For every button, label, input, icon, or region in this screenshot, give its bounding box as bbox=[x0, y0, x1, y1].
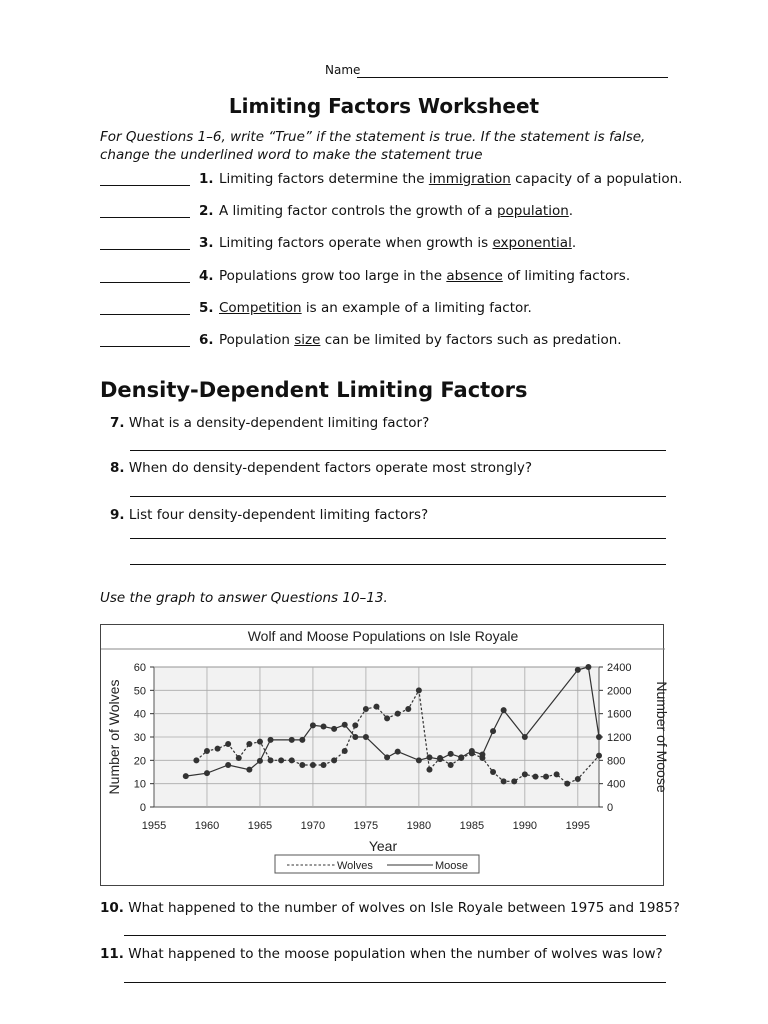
answer-line-9b[interactable] bbox=[130, 564, 666, 565]
answer-blank[interactable] bbox=[100, 217, 190, 218]
name-field[interactable] bbox=[357, 77, 668, 78]
answer-blank[interactable] bbox=[100, 249, 190, 250]
legend-moose-label: Moose bbox=[435, 860, 469, 872]
question-text bbox=[219, 171, 682, 187]
moose-data-point bbox=[299, 737, 305, 743]
wolves-data-point bbox=[501, 778, 507, 784]
y-axis-label-right: Number of Moose bbox=[654, 681, 670, 793]
population-chart bbox=[100, 624, 670, 886]
wolves-data-point bbox=[204, 748, 210, 754]
moose-data-point bbox=[426, 754, 432, 760]
wolves-data-point bbox=[511, 778, 517, 784]
x-tick-label: 1960 bbox=[194, 820, 220, 832]
question-text: When do density-dependent factors operate most strongly? bbox=[128, 460, 533, 476]
question-7 bbox=[110, 415, 429, 431]
chart-title: Wolf and Moose Populations on Isle Royale bbox=[247, 628, 519, 644]
wolves-data-point bbox=[490, 769, 496, 775]
moose-data-point bbox=[458, 754, 464, 760]
moose-data-point bbox=[437, 756, 443, 762]
text-before: Limiting factors operate when growth is bbox=[219, 235, 493, 251]
moose-data-point bbox=[289, 737, 295, 743]
question-text: List four density-dependent limiting factors? bbox=[128, 507, 429, 523]
moose-data-point bbox=[183, 773, 189, 779]
y-left-tick-label: 20 bbox=[133, 755, 146, 768]
wolves-data-point bbox=[596, 753, 602, 759]
answer-line-7[interactable] bbox=[130, 450, 666, 451]
wolves-data-point bbox=[532, 774, 538, 780]
wolves-data-point bbox=[268, 757, 274, 763]
underlined-word: population bbox=[496, 203, 569, 219]
wolves-data-point bbox=[321, 762, 327, 768]
answer-blank[interactable] bbox=[100, 282, 190, 283]
moose-data-point bbox=[321, 724, 327, 730]
question-number: 9. bbox=[110, 507, 125, 523]
wolves-data-point bbox=[331, 757, 337, 763]
y-right-tick-label: 1600 bbox=[607, 708, 632, 721]
chart-svg bbox=[101, 625, 670, 887]
moose-data-point bbox=[246, 767, 252, 773]
x-tick-label: 1985 bbox=[459, 820, 485, 832]
answer-line-9a[interactable] bbox=[130, 538, 666, 539]
moose-data-point bbox=[448, 751, 454, 757]
x-tick-label: 1990 bbox=[512, 820, 538, 832]
x-tick-label: 1965 bbox=[247, 820, 273, 832]
question-text: What happened to the moose population when the number of wolves was low? bbox=[128, 946, 663, 962]
wolves-data-point bbox=[246, 741, 252, 747]
question-number: 10. bbox=[100, 900, 124, 916]
wolves-data-point bbox=[575, 776, 581, 782]
legend-wolves-label: Wolves bbox=[337, 860, 373, 872]
text-before: Limiting factors determine the bbox=[219, 171, 429, 187]
question-text bbox=[219, 268, 630, 284]
moose-data-point bbox=[522, 734, 528, 740]
name-label: Name bbox=[325, 63, 361, 77]
section-heading: Density-Dependent Limiting Factors bbox=[100, 378, 528, 402]
moose-data-point bbox=[204, 770, 210, 776]
answer-line-11[interactable] bbox=[124, 982, 666, 983]
wolves-data-point bbox=[352, 722, 358, 728]
question-number: 11. bbox=[100, 946, 124, 962]
question-number: 4. bbox=[199, 268, 214, 284]
x-tick-label: 1995 bbox=[565, 820, 591, 832]
text-before: Population bbox=[219, 332, 295, 348]
moose-data-point bbox=[416, 757, 422, 763]
text-after: is an example of a limiting factor. bbox=[301, 300, 532, 316]
answer-line-10[interactable] bbox=[124, 935, 666, 936]
wolves-data-point bbox=[299, 762, 305, 768]
text-after: capacity of a population. bbox=[510, 171, 683, 187]
text-after: . bbox=[571, 235, 577, 251]
moose-data-point bbox=[342, 722, 348, 728]
wolves-data-point bbox=[554, 771, 560, 777]
moose-data-point bbox=[352, 734, 358, 740]
moose-data-point bbox=[331, 726, 337, 732]
y-axis-label-left: Number of Wolves bbox=[106, 679, 122, 795]
answer-line-8[interactable] bbox=[130, 496, 666, 497]
wolves-data-point bbox=[448, 762, 454, 768]
question-text bbox=[219, 235, 576, 251]
moose-data-point bbox=[585, 664, 591, 670]
underlined-word: exponential bbox=[492, 235, 572, 251]
question-number: 3. bbox=[199, 235, 214, 251]
question-number: 8. bbox=[110, 460, 125, 476]
wolves-data-point bbox=[416, 687, 422, 693]
question-number: 5. bbox=[199, 300, 214, 316]
question-number: 7. bbox=[110, 415, 125, 431]
question-number: 2. bbox=[199, 203, 214, 219]
answer-blank[interactable] bbox=[100, 185, 190, 186]
y-left-tick-label: 50 bbox=[133, 685, 146, 698]
text-after: . bbox=[568, 203, 574, 219]
y-right-tick-label: 2400 bbox=[607, 662, 632, 674]
y-right-tick-label: 400 bbox=[607, 778, 626, 791]
y-right-tick-label: 2000 bbox=[607, 685, 632, 698]
x-tick-label: 1980 bbox=[406, 820, 432, 832]
wolves-data-point bbox=[236, 755, 242, 761]
underlined-word: size bbox=[294, 332, 321, 348]
wolves-data-point bbox=[225, 741, 231, 747]
answer-blank[interactable] bbox=[100, 314, 190, 315]
moose-data-point bbox=[575, 667, 581, 673]
moose-data-point bbox=[310, 722, 316, 728]
wolves-data-point bbox=[395, 711, 401, 717]
wolves-data-point bbox=[426, 767, 432, 773]
question-8 bbox=[110, 460, 532, 476]
underlined-word: Competition bbox=[219, 300, 302, 316]
y-left-tick-label: 0 bbox=[139, 802, 146, 814]
question-text: What happened to the number of wolves on Isle Royale between 1975 and 1985? bbox=[128, 900, 680, 916]
wolves-data-point bbox=[278, 757, 284, 763]
y-left-tick-label: 10 bbox=[133, 778, 146, 791]
moose-data-point bbox=[596, 734, 602, 740]
moose-data-point bbox=[501, 707, 507, 713]
moose-data-point bbox=[363, 734, 369, 740]
question-text: What is a density-dependent limiting factor? bbox=[128, 415, 430, 431]
y-right-tick-label: 0 bbox=[607, 802, 614, 814]
x-axis-label: Year bbox=[368, 838, 398, 854]
wolves-data-point bbox=[543, 774, 549, 780]
graph-instructions: Use the graph to answer Questions 10–13. bbox=[100, 590, 388, 606]
question-text bbox=[219, 300, 532, 316]
wolves-data-point bbox=[193, 757, 199, 763]
wolves-data-point bbox=[289, 757, 295, 763]
moose-data-point bbox=[479, 752, 485, 758]
question-11 bbox=[100, 946, 663, 962]
wolves-data-point bbox=[215, 746, 221, 752]
wolves-data-point bbox=[257, 739, 263, 745]
instructions: For Questions 1–6, write “True” if the statement is true. If the statement is false, change the underlined word to make the statement true bbox=[100, 129, 646, 163]
underlined-word: absence bbox=[446, 268, 503, 284]
text-before: A limiting factor controls the growth of a bbox=[219, 203, 497, 219]
question-10 bbox=[100, 900, 680, 916]
wolves-data-point bbox=[374, 704, 380, 710]
question-number: 1. bbox=[199, 171, 214, 187]
y-right-tick-label: 1200 bbox=[607, 732, 632, 744]
text-after: of limiting factors. bbox=[502, 268, 631, 284]
wolves-data-point bbox=[363, 706, 369, 712]
x-tick-label: 1970 bbox=[300, 820, 326, 832]
question-text bbox=[219, 203, 573, 219]
wolves-data-point bbox=[310, 762, 316, 768]
y-left-tick-label: 30 bbox=[133, 732, 146, 744]
y-left-tick-label: 40 bbox=[133, 708, 146, 721]
underlined-word: immigration bbox=[428, 171, 511, 187]
page-title: Limiting Factors Worksheet bbox=[228, 94, 540, 118]
moose-data-point bbox=[257, 758, 263, 764]
question-text bbox=[219, 332, 622, 348]
moose-data-point bbox=[268, 737, 274, 743]
wolves-data-point bbox=[405, 706, 411, 712]
moose-data-point bbox=[384, 754, 390, 760]
wolves-data-point bbox=[522, 771, 528, 777]
moose-data-point bbox=[469, 748, 475, 754]
wolves-data-point bbox=[342, 748, 348, 754]
answer-blank[interactable] bbox=[100, 346, 190, 347]
moose-data-point bbox=[395, 749, 401, 755]
x-tick-label: 1975 bbox=[353, 820, 379, 832]
moose-data-point bbox=[490, 728, 496, 734]
moose-data-point bbox=[225, 762, 231, 768]
question-9 bbox=[110, 507, 428, 523]
x-tick-label: 1955 bbox=[141, 820, 167, 832]
y-left-tick-label: 60 bbox=[133, 662, 146, 674]
text-after: can be limited by factors such as predation. bbox=[320, 332, 622, 348]
y-right-tick-label: 800 bbox=[607, 755, 626, 768]
wolves-data-point bbox=[384, 715, 390, 721]
question-number: 6. bbox=[199, 332, 214, 348]
text-before: Populations grow too large in the bbox=[219, 268, 447, 284]
wolves-data-point bbox=[564, 781, 570, 787]
